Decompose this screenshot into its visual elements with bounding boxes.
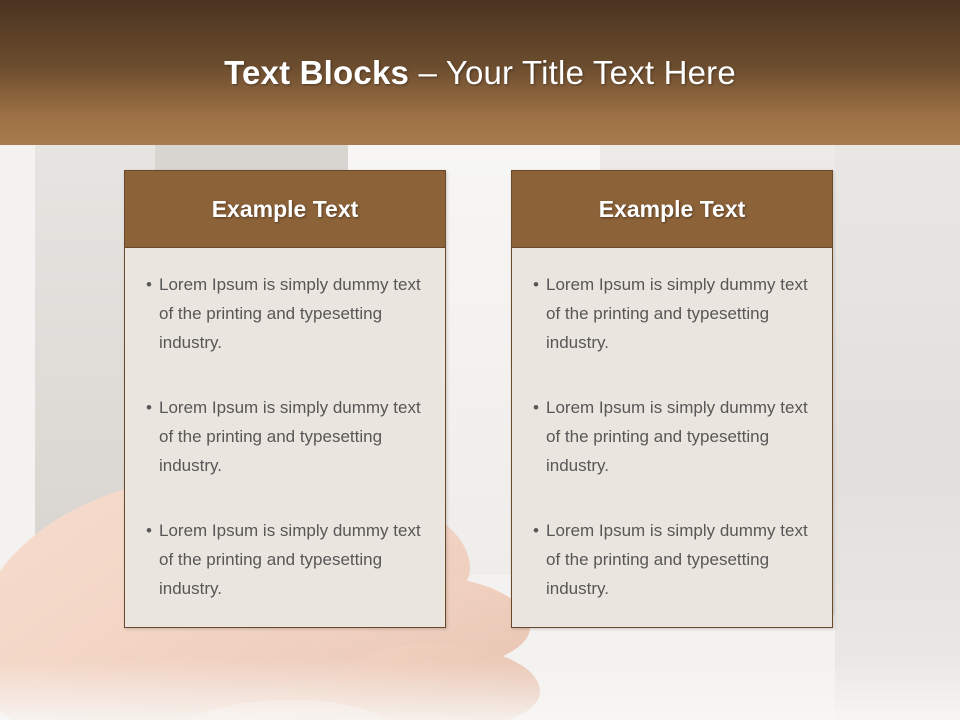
text-block-card-1 xyxy=(124,170,446,628)
list-item-text: Lorem Ipsum is simply dummy text of the printing and typesetting industry. xyxy=(546,521,808,598)
page-title xyxy=(224,54,736,92)
list-item-text: Lorem Ipsum is simply dummy text of the printing and typesetting industry. xyxy=(546,275,808,352)
list-item xyxy=(526,516,818,603)
list-item xyxy=(526,270,818,357)
slide-header xyxy=(0,0,960,145)
list-item xyxy=(139,393,431,480)
photo-bottom-fade xyxy=(0,660,960,720)
card-2-header xyxy=(512,171,832,248)
photo-right-edge xyxy=(835,145,960,720)
list-item-text: Lorem Ipsum is simply dummy text of the printing and typesetting industry. xyxy=(546,398,808,475)
text-block-card-2 xyxy=(511,170,833,628)
page-title-light: Your Title Text Here xyxy=(445,53,736,91)
card-1-heading: Example Text xyxy=(211,195,359,222)
bullet-icon: • xyxy=(146,275,152,294)
page-title-separator: – xyxy=(418,53,446,91)
page-title-bold: Text Blocks xyxy=(224,53,419,91)
list-item-text: Lorem Ipsum is simply dummy text of the printing and typesetting industry. xyxy=(159,275,421,352)
bullet-icon: • xyxy=(533,521,539,540)
card-2-heading: Example Text xyxy=(598,195,746,222)
bullet-icon: • xyxy=(146,521,152,540)
card-1-header xyxy=(125,171,445,248)
list-item xyxy=(526,393,818,480)
bullet-icon: • xyxy=(533,275,539,294)
bullet-icon: • xyxy=(146,398,152,417)
list-item-text: Lorem Ipsum is simply dummy text of the printing and typesetting industry. xyxy=(159,521,421,598)
card-1-body xyxy=(125,248,445,627)
bullet-icon: • xyxy=(533,398,539,417)
list-item-text: Lorem Ipsum is simply dummy text of the printing and typesetting industry. xyxy=(159,398,421,475)
list-item xyxy=(139,516,431,603)
list-item xyxy=(139,270,431,357)
card-2-body xyxy=(512,248,832,627)
